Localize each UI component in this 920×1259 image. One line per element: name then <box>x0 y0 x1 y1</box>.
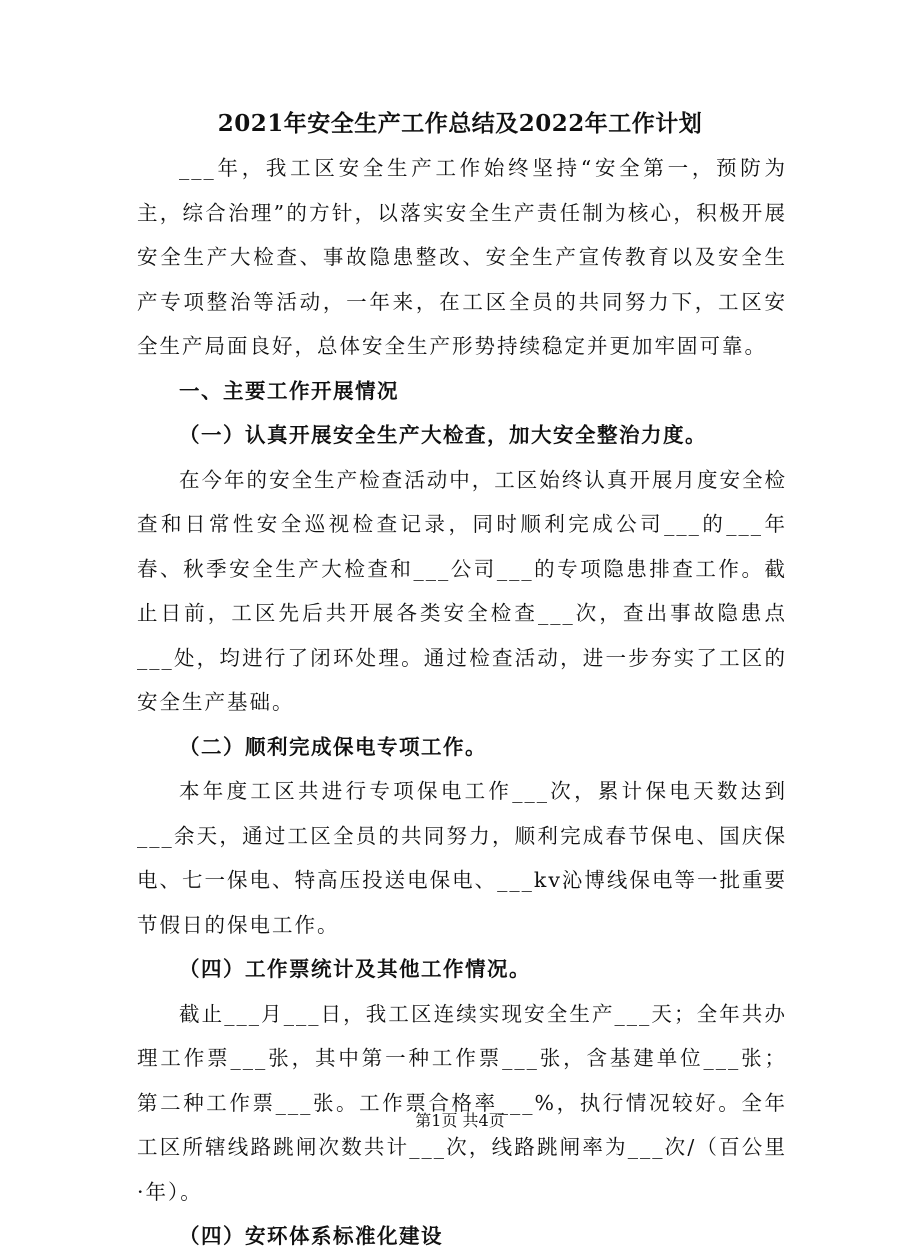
page-number: 第1页 共4页 <box>415 1111 505 1130</box>
power-supply-paragraph: 本年度工区共进行专项保电工作___次，累计保电天数达到___余天，通过工区全员的共同努力，顺利完成春节保电、国庆保电、七一保电、特高压投送电保电、___kv沁博线保电等一批重要节假日的保电工作。 <box>137 779 787 937</box>
subsection-heading-inspection: （一）认真开展安全生产大检查，加大安全整治力度。 <box>179 423 707 447</box>
subsection-heading-standardization: （四）安环体系标准化建设 <box>179 1224 443 1248</box>
subsection-heading-work-tickets: （四）工作票统计及其他工作情况。 <box>179 957 531 981</box>
section-heading-main-work: 一、主要工作开展情况 <box>179 378 399 403</box>
document-title: 2021年安全生产工作总结及2022年工作计划 <box>217 110 703 137</box>
inspection-paragraph: 在今年的安全生产检查活动中，工区始终认真开展月度安全检查和日常性安全巡视检查记录，同时顺利完成公司___的___年春、秋季安全生产大检查和___公司___的专项隐患排查工作。截止日前，工区先后共开展各类安全检查___次，查出事故隐患点___处，均进行了闭环处理。通过检查活动，进一步夯实了工区的安全生产基础。 <box>137 467 787 714</box>
subsection-heading-power-supply: （二）顺利完成保电专项工作。 <box>179 734 487 759</box>
intro-paragraph: ___年，我工区安全生产工作始终坚持“安全第一，预防为主，综合治理”的方针，以落实安全生产责任制为核心，积极开展安全生产大检查、事故隐患整改、安全生产宣传教育以及安全生产专项整治等活动，一年来，在工区全员的共同努力下，工区安全生产局面良好，总体安全生产形势持续稳定并更加牢固可靠。 <box>137 156 787 358</box>
work-tickets-paragraph: 截止___月___日，我工区连续实现安全生产___天；全年共办理工作票___张，其中第一种工作票___张，含基建单位___张；第二种工作票___张。工作票合格率___%，执行情况较好。全年工区所辖线路跳闸次数共计___次，线路跳闸率为___次/（百公里·年）。 <box>137 1001 787 1204</box>
document-body <box>137 146 787 1259</box>
